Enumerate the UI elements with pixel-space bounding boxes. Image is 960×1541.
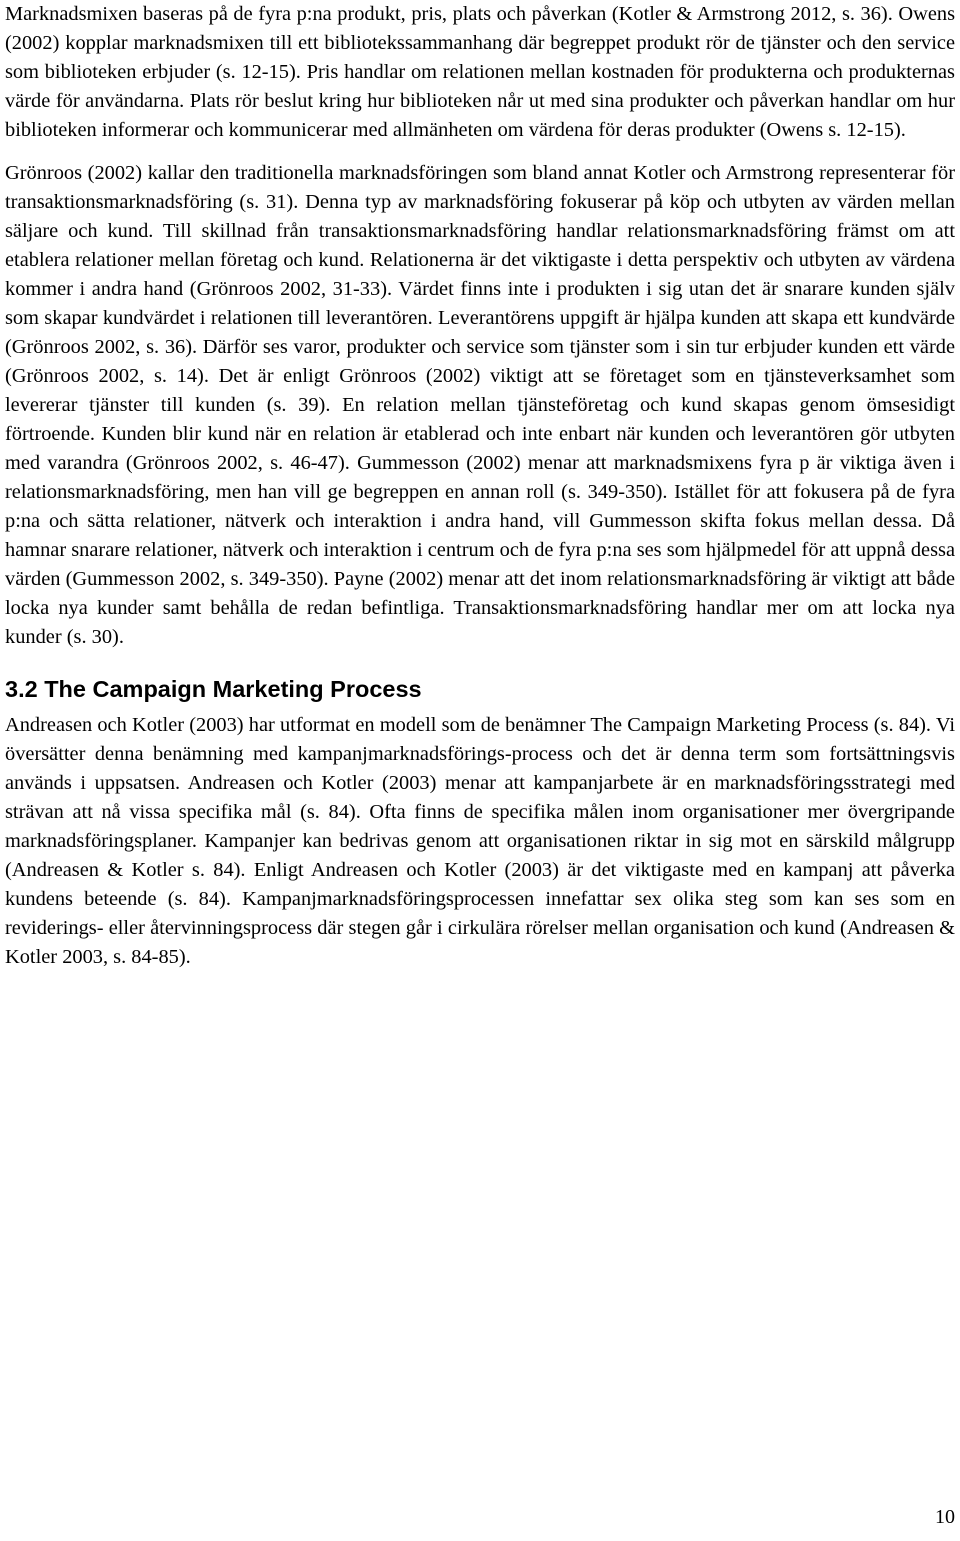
paragraph-marknadsmix: Marknadsmixen baseras på de fyra p:na produkt, pris, plats och påverkan (Kotler & Armstrong 2012, s. 36). Owens (2002) kopplar marknadsmixen till ett bibliotekssammanhang där begreppet produkt rör de tjänster och den service som biblioteken erbjuder (s. 12-15). Pris handlar om relationen mellan kostnaden för produkterna och produkternas värde för användarna. Plats rör beslut kring hur biblioteken når ut med sina produkter och påverkan handlar om hur biblioteken informerar och kommunicerar med allmänheten om värdena för deras produkter (Owens s. 12-15). (5, 3, 955, 141)
paragraph-campaign-process: Andreasen och Kotler (2003) har utformat en modell som de benämner The Campaign Marketing Process (s. 84). Vi översätter denna benämning med kampanjmarknadsförings-process och det är denna term som fortsättningsvis används i uppsatsen. Andreasen och Kotler (2003) menar att kampanjarbete är en marknadsföringsstrategi med strävan att nå vissa specifika mål (s. 84). Ofta finns de specifika målen inom organisationer mer övergripande marknadsföringsplaner. Kampanjer kan bedrivas genom att organisationen riktar in sig mot en särskild målgrupp (Andreasen & Kotler s. 84). Enligt Andreasen och Kotler (2003) är det viktigaste med en kampanj att påverka kundens beteende (s. 84). Kampanjmarknadsföringsprocessen innefattar sex olika steg som kan ses som en reviderings- eller återvinningsprocess där stegen går i cirkulära rörelser mellan organisation och kund (Andreasen & Kotler 2003, s. 84-85). (5, 714, 955, 968)
section-heading: 3.2 The Campaign Marketing Process (5, 676, 422, 702)
paragraph-gronroos: Grönroos (2002) kallar den traditionella marknadsföringen som bland annat Kotler och Armstrong representerar för transaktionsmarknadsföring (s. 31). Denna typ av marknadsföring fokuserar på köp och utbyten av värden mellan säljare och kund. Till skillnad från transaktionsmarknadsföring handlar relationsmarknadsföring främst om att etablera relationer mellan företag och kund. Relationerna är det viktigaste i detta perspektiv och utbyten av värdena kommer i andra hand (Grönroos 2002, 31-33). Värdet finns inte i produkten i sig utan det är snarare kunden själv som skapar kundvärdet i relationen till leverantören. Leverantörens uppgift är hjälpa kunden att skapa ett kundvärde (Grönroos 2002, s. 36). Därför ses varor, produkter och service som tjänster som i sin tur erbjuder kunden ett värde (Grönroos 2002, s. 14). Det är enligt Grönroos (2002) viktigt att se företaget som en tjänsteverksamhet som levererar tjänster till kunden (s. 39). En relation mellan tjänsteföretag och kund skapas genom ömsesidigt förtroende. Kunden blir kund när en relation är etablerad och inte enbart när kunden och leverantören gör utbyten med varandra (Grönroos 2002, s. 46-47). Gummesson (2002) menar att marknadsmixens fyra p är viktiga även i relationsmarknadsföring, men han vill ge begreppen en annan roll (s. 349-350). Istället för att fokusera på de fyra p:na och sätta relationer, nätverk och interaktion i andra hand, vill Gummesson skifta fokus mellan dessa. Då hamnar snarare relationer, nätverk och interaktion i centrum och de fyra p:na ses som hjälpmedel för att uppnå dessa värden (Gummesson 2002, s. 349-350). Payne (2002) menar att det inom relationsmarknadsföring är viktigt att både locka nya kunder samt behålla de redan befintliga. Transaktionsmarknadsföring handlar mer om att locka nya kunder (s. 30). (5, 162, 955, 648)
document-page (5, 0, 955, 972)
page-number: 10 (935, 1506, 955, 1528)
